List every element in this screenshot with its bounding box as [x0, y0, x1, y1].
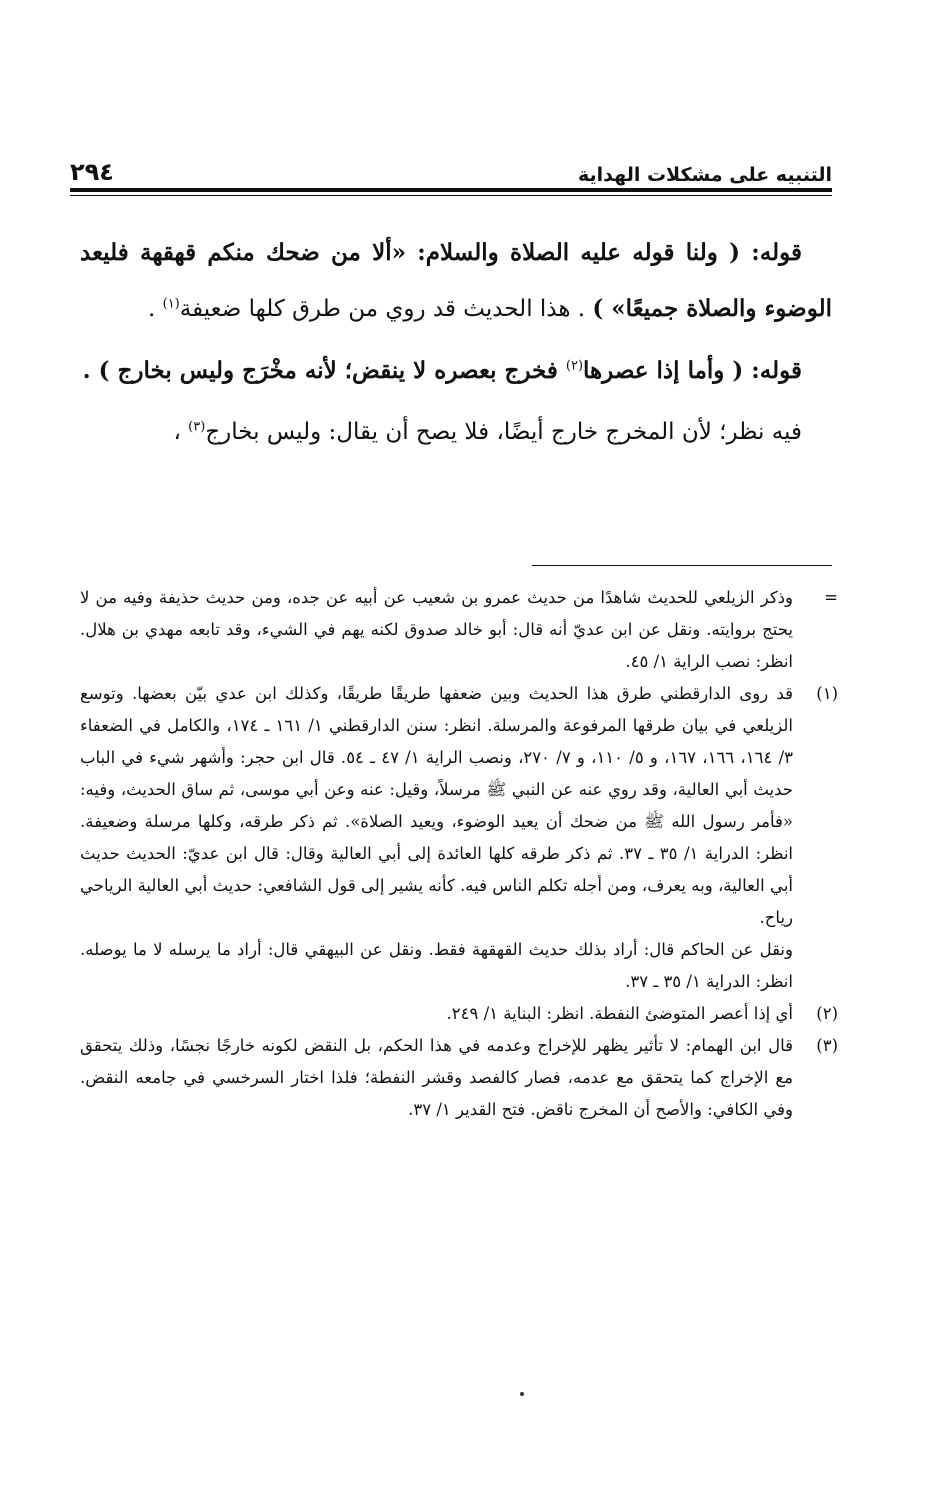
- footnote-1: [80, 678, 838, 934]
- footnote-3: [80, 1030, 838, 1126]
- header-rule-thin: [70, 195, 832, 196]
- footnote-3-number: (٣): [816, 1036, 838, 1055]
- quoted-text-1: قوله: ( ولنا قوله عليه الصلاة والسلام: «ألا من ضحك منكم قهقهة فليعد الوضوء والصلاة جميعًا» ): [80, 239, 832, 322]
- quoted-text-2a: قوله: ( وأما إذا عصرها: [583, 357, 802, 384]
- footnote-continuation: [80, 582, 838, 678]
- footnote-ref-3[interactable]: (٣): [188, 419, 206, 435]
- footnote-1-text: قد روى الدارقطني طرق هذا الحديث وبين ضعفها طريقًا طريقًا، وكذلك ابن عدي بيّن بعضها. وتوسع الزيلعي في بيان طرقها المرفوعة والمرسلة. انظر: سنن الدارقطني ١/ ١٦١ ـ ١٧٤، والكامل في الضعفاء ٣/ ١٦٤، ١٦٦، ١٦٧، و ٥/ ١١٠، و ٧/ ٢٧٠، ونصب الراية ١/ ٤٧ ـ ٥٤. قال ابن حجر: وأشهر شيء في الباب حديث أبي العالية، وقد روي عنه عن النبي ﷺ مرسلاً، وقيل: عنه وعن أبي موسى، ثم ساق الحديث، وفيه: «فأمر رسول الله ﷺ من ضحك أن يعيد الوضوء، ويعيد الصلاة». ثم ذكر طرقه، وكلها مرسلة وضعيفة. انظر: الدراية ١/ ٣٥ ـ ٣٧. ثم ذكر طرقه كلها العائدة إلى أبي العالية وقال: قال ابن عديّ: الحديث حديث أبي العالية، وبه يعرف، ومن أجله تكلم الناس فيه. كأنه يشير إلى قول الشافعي: حديث أبي العالية الرياحي رياح.: [80, 684, 794, 927]
- commentary-3: فيه نظر؛ لأن المخرج خارج أيضًا، فلا يصح أن يقال: وليس بخارج: [205, 419, 802, 445]
- header-rule-thick: [70, 188, 832, 192]
- footnote-1-text-2: ونقل عن الحاكم قال: أراد بذلك حديث القهقهة فقط. ونقل عن البيهقي قال: أراد ما يرسله لا ما يوصله. انظر: الدراية ١/ ٣٥ ـ ٣٧.: [80, 940, 793, 991]
- paragraph-3: [80, 405, 832, 460]
- paragraph-1: [80, 225, 832, 337]
- paragraph-2: [80, 343, 832, 399]
- footnote-2-text: أي إذا أعصر المتوضئ النفطة. انظر: البناية ١/ ٢٤٩.: [446, 1004, 793, 1023]
- footnote-3-text: قال ابن الهمام: لا تأثير يظهر للإخراج وعدمه في هذا الحكم، بل النقض لكونه خارجًا نجسًا، وذلك يتحقق مع الإخراج كما يتحقق مع عدمه، فصار كالفصد وقشر النفطة؛ فلذا اختار السرخسي في جامعه النقض. وفي الكافي: والأصح أن المخرج ناقض. فتح القدير ١/ ٣٧.: [80, 1036, 793, 1119]
- paragraph-1-end: .: [147, 296, 163, 322]
- footnote-ref-2[interactable]: (٢): [565, 358, 584, 374]
- footnote-2-number: (٢): [816, 1004, 838, 1023]
- page-number: ٢٩٤: [70, 158, 114, 186]
- footnote-2: [80, 998, 838, 1030]
- footnote-ref-1[interactable]: (١): [162, 296, 180, 312]
- paragraph-3-end: ،: [173, 419, 189, 445]
- continuation-text: وذكر الزيلعي للحديث شاهدًا من حديث عمرو بن شعيب عن أبيه عن جده، ومن حديث حذيفة وفيه من لا يحتج بروايته. ونقل عن ابن عديّ أنه قال: أبو خالد صدوق لكنه يهم في الشيء، وقد تابعه مهدي بن هلال. انظر: نصب الراية ١/ ٤٥.: [80, 588, 793, 671]
- commentary-1: . هذا الحديث قد روي من طرق كلها ضعيفة: [179, 296, 593, 322]
- footnotes: [80, 582, 838, 1126]
- footnote-1-continued: [80, 934, 838, 998]
- footnote-1-number: (١): [816, 684, 838, 703]
- page-mark-dot: [520, 1392, 524, 1396]
- quoted-text-2b: فخرج بعصره لا ينقض؛ لأنه مخْرَج وليس بخارج ) .: [82, 357, 566, 384]
- footnote-separator: [532, 565, 832, 566]
- continuation-marker: =: [824, 588, 838, 607]
- main-text: [80, 225, 832, 466]
- running-header: [70, 150, 832, 186]
- running-title: التنبيه على مشكلات الهداية: [578, 164, 832, 186]
